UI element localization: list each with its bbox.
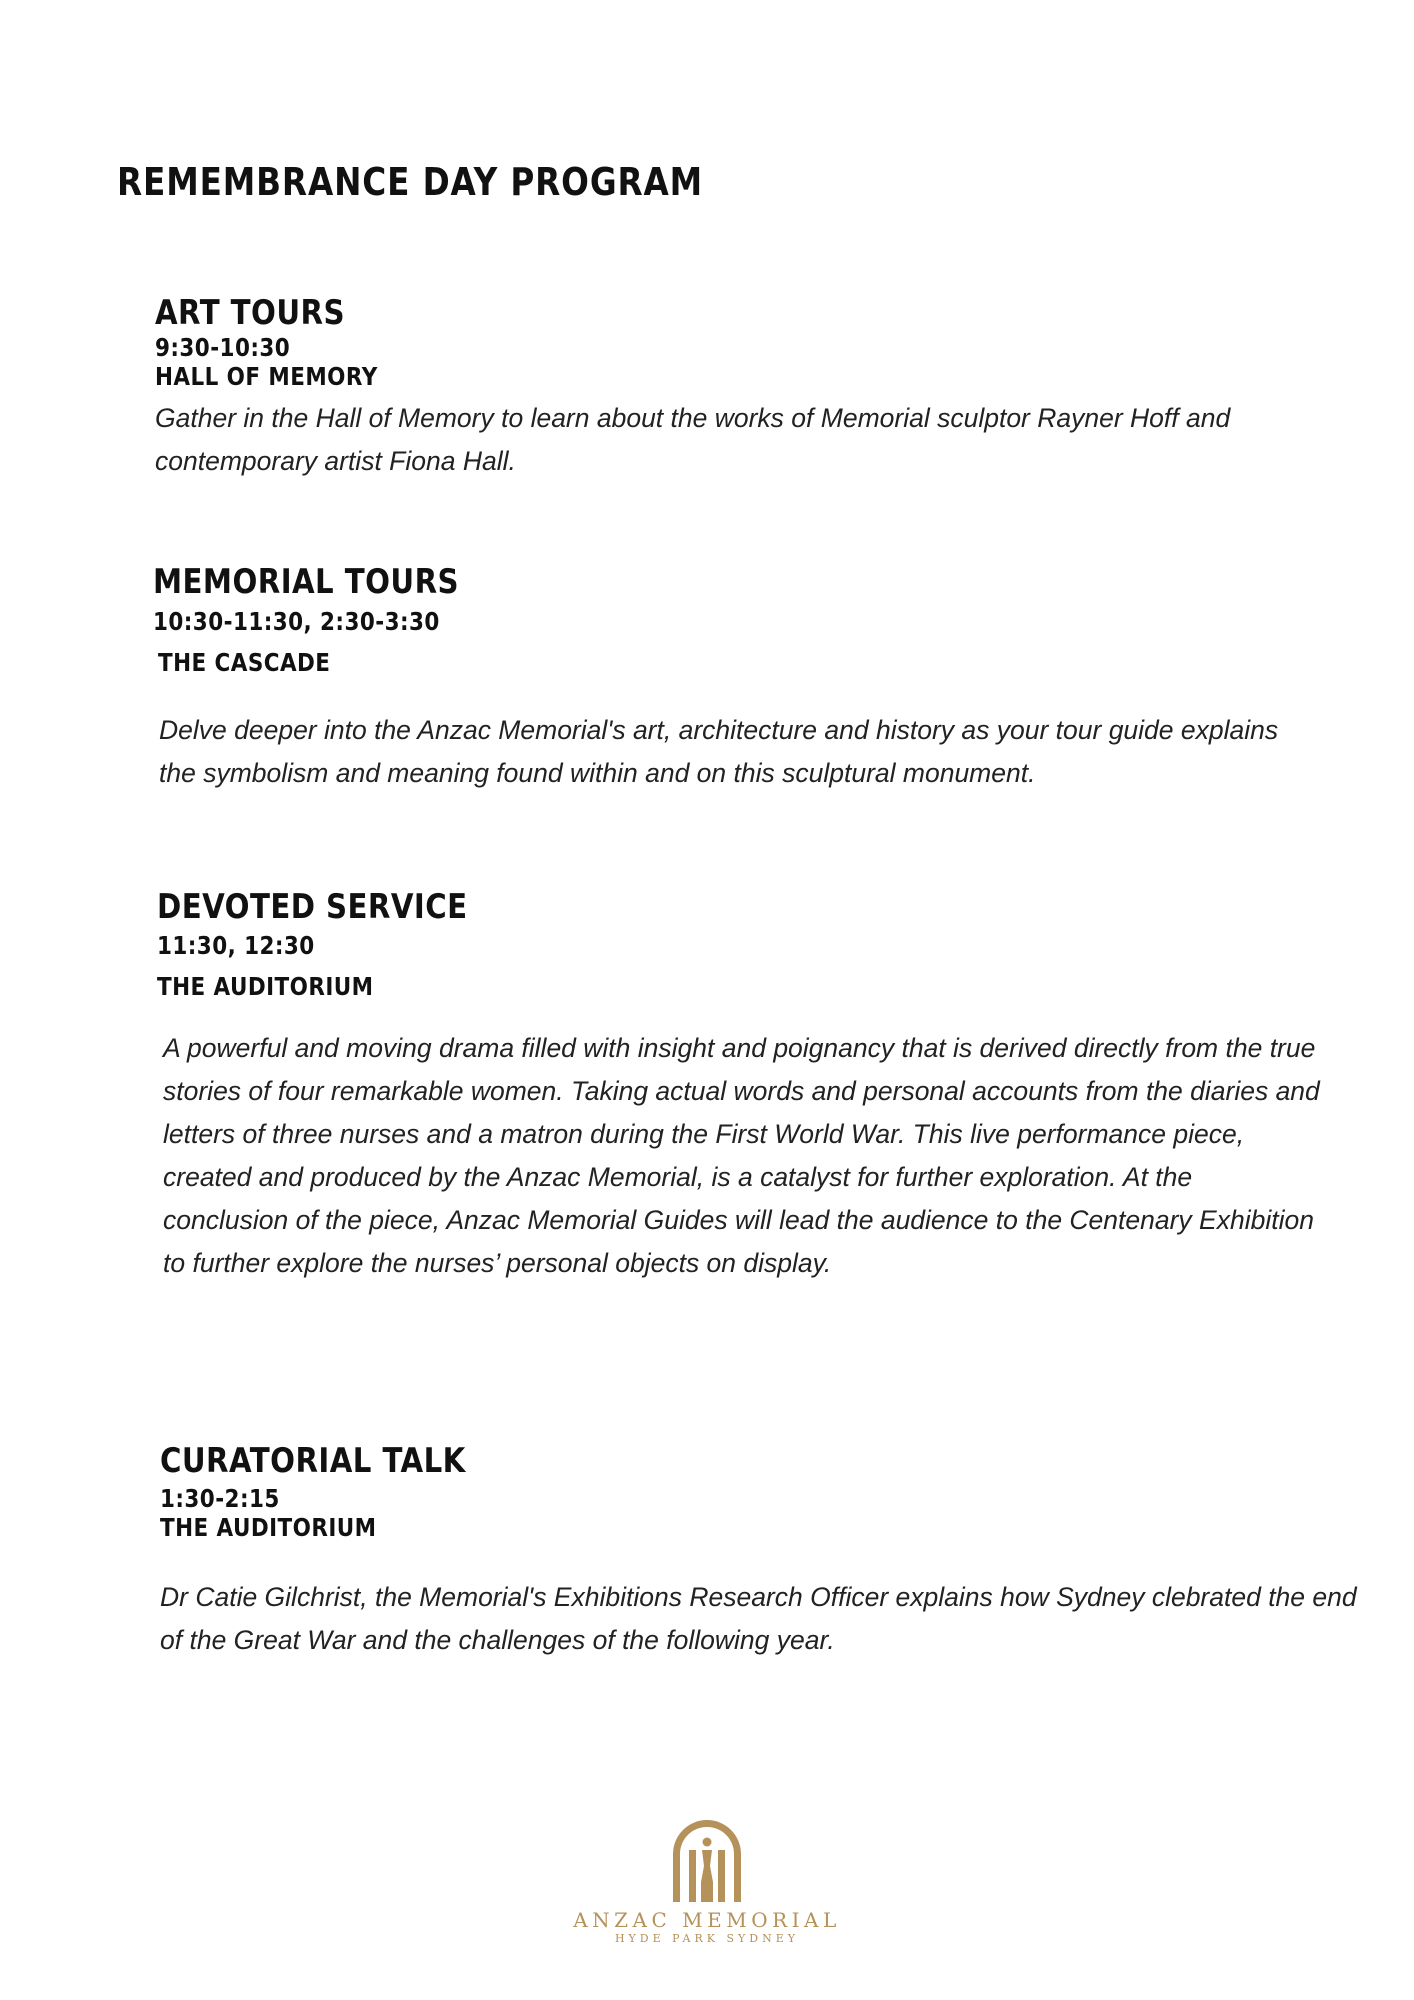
event-title: DEVOTED SERVICE [157, 887, 468, 927]
event-title: MEMORIAL TOURS [153, 562, 460, 602]
event-time: 9:30-10:30 [155, 333, 291, 362]
event-location: THE AUDITORIUM [160, 1513, 377, 1542]
event-description: Gather in the Hall of Memory to learn about the works of Memorial sculptor Rayner Hoff and contemporary artist Fiona Hall. [155, 403, 1231, 476]
event-description: Dr Catie Gilchrist, the Memorial's Exhibitions Research Officer explains how Sydney clebrated the end of the Great War and the challenges of the following year. [160, 1582, 1357, 1655]
anzac-memorial-arch-icon [667, 1820, 747, 1902]
event-time: 1:30-2:15 [160, 1484, 280, 1513]
logo-name: ANZAC MEMORIAL [573, 1908, 841, 1932]
event-location: THE AUDITORIUM [157, 972, 374, 1001]
page-title: REMEMBRANCE DAY PROGRAM [117, 160, 704, 204]
event-title: CURATORIAL TALK [160, 1441, 466, 1481]
logo-subtitle: HYDE PARK SYDNEY [614, 1932, 800, 1945]
event-location: HALL OF MEMORY [155, 362, 378, 391]
event-description: Delve deeper into the Anzac Memorial's art, architecture and history as your tour guide explains the symbolism and meaning found within and on this sculptural monument. [159, 715, 1279, 788]
event-devoted-service [157, 887, 1357, 1285]
event-curatorial-talk [160, 1441, 1360, 1662]
event-art-tours [155, 293, 1355, 483]
event-location: THE CASCADE [158, 648, 331, 677]
event-memorial-tours [153, 562, 1353, 795]
event-time: 11:30, 12:30 [157, 931, 315, 960]
event-title: ART TOURS [155, 293, 345, 333]
anzac-memorial-logo [560, 1820, 854, 1946]
event-time: 10:30-11:30, 2:30-3:30 [153, 607, 440, 636]
event-description: A powerful and moving drama filled with insight and poignancy that is derived directly from the true stories of four remarkable women. Taking actual words and personal accounts from the diaries and letters of three nurses and a matron during the First World War. This live performance piece, created and produced by the Anzac Memorial, is a catalyst for further exploration. At the conclusion of the piece, Anzac Memorial Guides will lead the audience to the Centenary Exhibition to further explore the nurses’ personal objects on display. [163, 1033, 1320, 1278]
